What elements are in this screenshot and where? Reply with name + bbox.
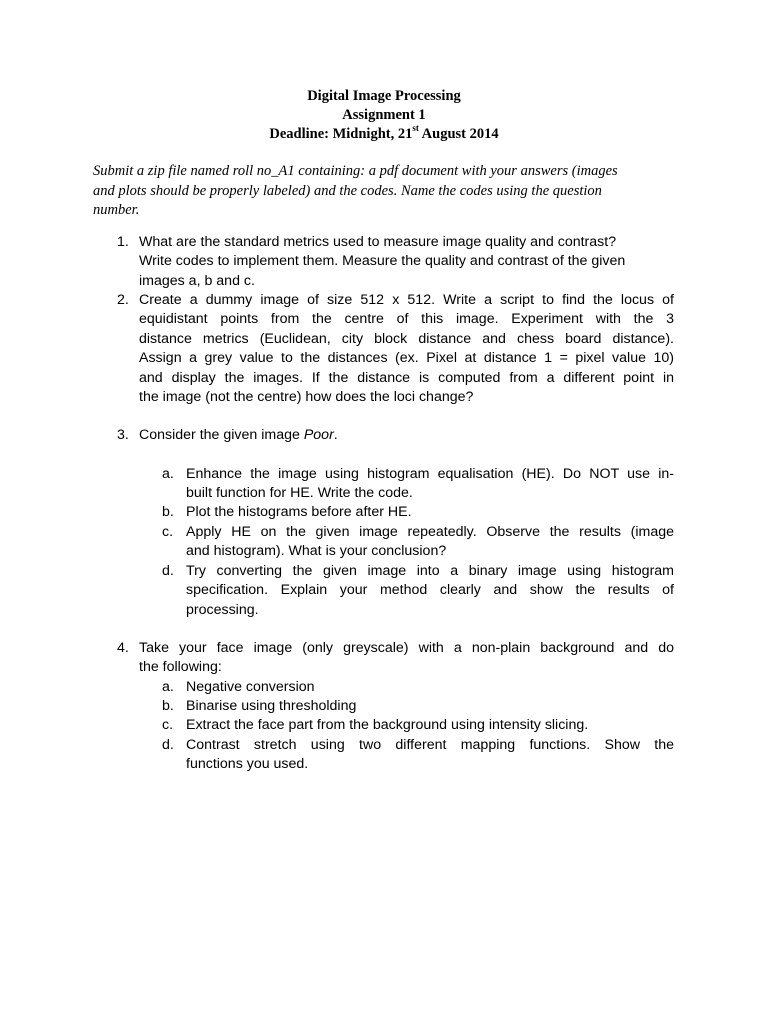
question-line: the image (not the centre) how does the loci change? bbox=[139, 388, 474, 405]
sub-line: functions you used. bbox=[186, 756, 309, 773]
sub-text bbox=[186, 523, 674, 562]
question-line: Create a dummy image of size 512 x 512. Write a script to find the locus of bbox=[139, 292, 674, 308]
document-header bbox=[0, 87, 768, 144]
sub-line: Enhance the image using histogram equalisation (HE). Do NOT use in- bbox=[186, 466, 674, 482]
question-text bbox=[139, 426, 674, 445]
image-name: Poor bbox=[303, 427, 334, 443]
question-line: and display the images. If the distance is computed from a different point in bbox=[139, 369, 674, 386]
sub-letter: a. bbox=[162, 679, 174, 695]
deadline-suffix: August 2014 bbox=[418, 126, 499, 142]
question-line: Assign a grey value to the distances (ex. Pixel at distance 1 = pixel value 10) bbox=[139, 350, 674, 367]
question-number: 3. bbox=[117, 427, 129, 443]
sub-letter: c. bbox=[162, 524, 174, 540]
assignment-title: Assignment 1 bbox=[342, 107, 426, 123]
sub-line: built function for HE. Write the code. bbox=[186, 485, 413, 502]
question-line: Take your face image (only greyscale) with a non-plain background and do bbox=[139, 640, 674, 656]
question-line bbox=[139, 426, 674, 445]
sub-text bbox=[186, 736, 674, 775]
deadline bbox=[0, 125, 768, 144]
course-title: Digital Image Processing bbox=[307, 88, 461, 104]
question-number: 2. bbox=[117, 292, 129, 308]
question-text bbox=[139, 233, 674, 291]
question-text bbox=[139, 639, 674, 678]
sub-letter: b. bbox=[162, 504, 174, 520]
sub-letter: d. bbox=[162, 737, 174, 753]
instructions-line: Submit a zip file named roll no_A1 containing: a pdf document with your answers (images bbox=[93, 163, 618, 179]
sub-text bbox=[186, 465, 674, 504]
sub-text bbox=[186, 562, 674, 620]
sub-line: Try converting the given image into a binary image using histogram bbox=[186, 563, 674, 579]
question-line: equidistant points from the centre of this image. Experiment with the 3 bbox=[139, 311, 674, 328]
sub-letter: b. bbox=[162, 698, 174, 714]
submission-instructions bbox=[93, 162, 673, 221]
sub-line: processing. bbox=[186, 601, 259, 618]
question-line: distance metrics (Euclidean, city block distance and chess board distance). bbox=[139, 330, 674, 347]
question-line: images a, b and c. bbox=[139, 272, 255, 289]
question-number: 1. bbox=[117, 234, 129, 250]
sub-letter: c. bbox=[162, 717, 174, 733]
question-line: Write codes to implement them. Measure the quality and contrast of the given bbox=[139, 253, 626, 270]
question-text bbox=[139, 291, 674, 407]
sub-letter: a. bbox=[162, 466, 174, 482]
deadline-prefix: Deadline: Midnight, 21 bbox=[269, 126, 413, 142]
sub-text bbox=[186, 697, 674, 716]
question-text-end: . bbox=[333, 427, 338, 443]
question-number: 4. bbox=[117, 640, 129, 656]
question-line: What are the standard metrics used to measure image quality and contrast? bbox=[139, 234, 617, 250]
sub-text bbox=[186, 503, 674, 522]
sub-line: Negative conversion bbox=[186, 679, 315, 695]
question-text-start: Consider the given image bbox=[139, 427, 304, 443]
sub-letter: d. bbox=[162, 563, 174, 579]
question-line: the following: bbox=[139, 659, 222, 676]
sub-line: and histogram). What is your conclusion? bbox=[186, 543, 447, 560]
sub-text bbox=[186, 716, 674, 735]
sub-line: specification. Explain your method clearly and show the results of bbox=[186, 582, 674, 599]
instructions-line: number. bbox=[93, 202, 140, 218]
sub-line: Contrast stretch using two different mapping functions. Show the bbox=[186, 737, 674, 753]
sub-line: Apply HE on the given image repeatedly. Observe the results (image bbox=[186, 524, 674, 540]
deadline-ordinal: st bbox=[412, 123, 419, 134]
sub-line: Plot the histograms before after HE. bbox=[186, 504, 412, 520]
sub-line: Extract the face part from the background using intensity slicing. bbox=[186, 717, 589, 733]
instructions-line: and plots should be properly labeled) and the codes. Name the codes using the question bbox=[93, 182, 602, 199]
sub-text bbox=[186, 678, 674, 697]
sub-line: Binarise using thresholding bbox=[186, 698, 357, 714]
